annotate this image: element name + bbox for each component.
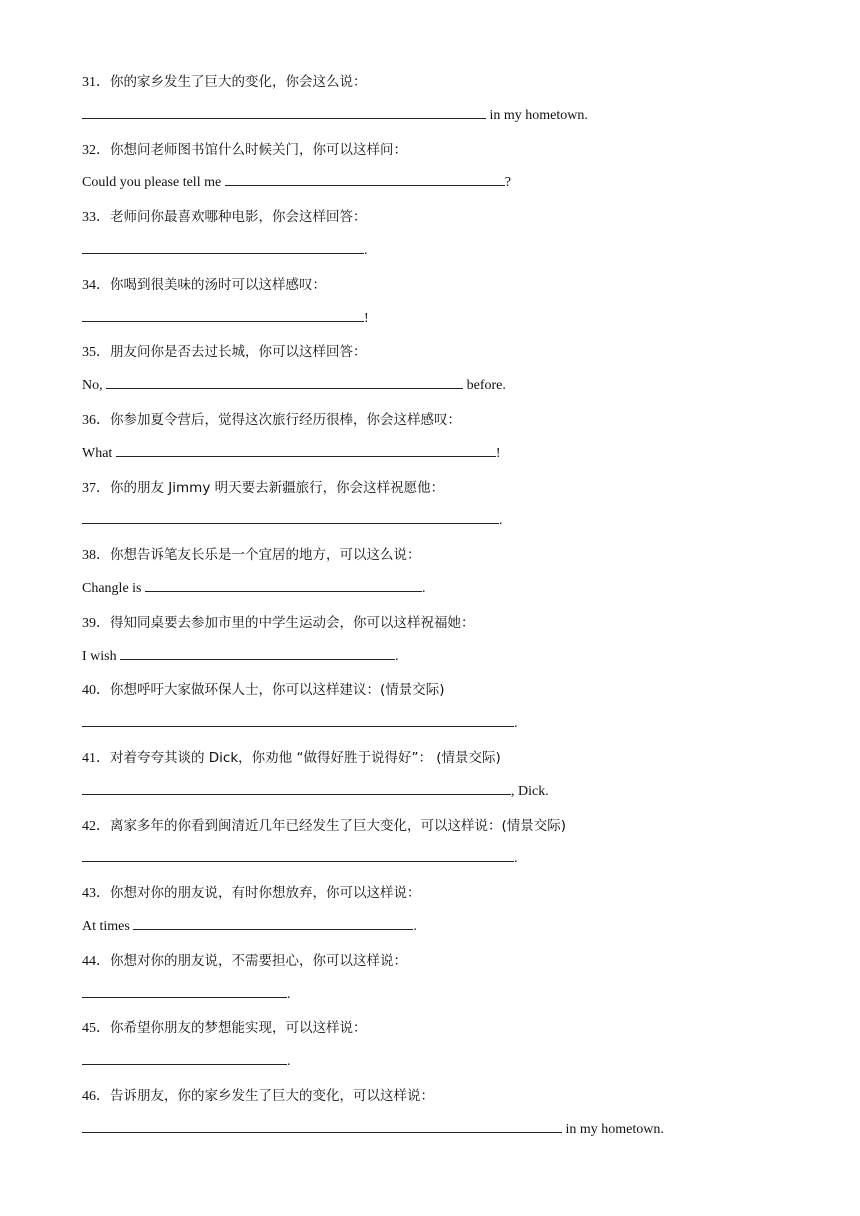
- answer-prefix: Changle is: [82, 580, 145, 596]
- question-36: [82, 407, 782, 475]
- question-prompt: 你喝到很美味的汤时可以这样感叹：: [110, 276, 326, 293]
- question-39: [82, 610, 782, 678]
- question-44: [82, 948, 782, 1016]
- question-list: [82, 69, 782, 1151]
- question-43: [82, 880, 782, 948]
- question-number: 35．: [82, 345, 110, 361]
- question-prompt: 对着夸夸其谈的 Dick，你劝他 “做得好胜于说得好”： (情景交际): [110, 749, 501, 766]
- question-32: [82, 137, 782, 205]
- answer-blank[interactable]: [82, 712, 514, 727]
- question-37: [82, 475, 782, 543]
- answer-blank[interactable]: [82, 104, 486, 119]
- answer-blank[interactable]: [82, 1050, 287, 1065]
- question-number: 43．: [82, 886, 110, 902]
- answer-blank[interactable]: [116, 442, 496, 457]
- answer-suffix: ?: [504, 175, 511, 191]
- question-prompt: 你想问老师图书馆什么时候关门，你可以这样问：: [110, 141, 407, 158]
- answer-suffix: !: [364, 310, 369, 326]
- question-prompt: 离家多年的你看到闽清近几年已经发生了巨大变化，可以这样说：(情景交际): [110, 817, 567, 834]
- question-prompt: 你想对你的朋友说，有时你想放弃，你可以这样说：: [110, 885, 421, 902]
- answer-suffix: .: [514, 851, 518, 867]
- answer-suffix: before.: [463, 378, 506, 394]
- answer-suffix: .: [287, 986, 291, 1002]
- answer-suffix: in my hometown.: [562, 1121, 664, 1137]
- question-31: [82, 69, 782, 137]
- question-prompt: 你想告诉笔友长乐是一个宜居的地方，可以这么说：: [110, 547, 421, 564]
- question-38: [82, 542, 782, 610]
- answer-prefix: Could you please tell me: [82, 175, 225, 191]
- question-40: [82, 677, 782, 745]
- answer-blank[interactable]: [82, 239, 364, 254]
- answer-blank[interactable]: [106, 374, 463, 389]
- answer-suffix: .: [422, 580, 426, 596]
- question-33: [82, 204, 782, 272]
- answer-blank[interactable]: [82, 983, 287, 998]
- answer-prefix: No,: [82, 378, 107, 394]
- answer-prefix: At times: [82, 918, 134, 934]
- question-number: 44．: [82, 953, 110, 969]
- question-number: 31．: [82, 75, 110, 90]
- question-35: [82, 339, 782, 407]
- answer-suffix: in my hometown.: [486, 107, 588, 123]
- answer-blank[interactable]: [145, 577, 422, 592]
- answer-suffix: .: [395, 648, 399, 664]
- answer-prefix: What: [82, 445, 116, 461]
- question-number: 38．: [82, 548, 110, 564]
- question-number: 34．: [82, 277, 110, 293]
- question-number: 41．: [82, 750, 110, 766]
- answer-blank[interactable]: [225, 171, 505, 186]
- question-number: 45．: [82, 1021, 110, 1037]
- answer-blank[interactable]: [82, 509, 499, 524]
- question-41: [82, 745, 782, 813]
- answer-suffix: .: [499, 513, 503, 529]
- question-prompt: 你参加夏令营后，觉得这次旅行经历很棒，你会这样感叹：: [110, 411, 461, 428]
- answer-suffix: , Dick.: [511, 783, 549, 799]
- question-prompt: 你的朋友 Jimmy 明天要去新疆旅行，你会这样祝愿他：: [110, 479, 445, 496]
- question-prompt: 朋友问你是否去过长城，你可以这样回答：: [110, 344, 367, 361]
- answer-blank[interactable]: [120, 645, 395, 660]
- question-42: [82, 813, 782, 881]
- question-prompt: 你想对你的朋友说，不需要担心，你可以这样说：: [110, 952, 407, 969]
- answer-suffix: .: [514, 716, 518, 732]
- question-number: 37．: [82, 480, 110, 496]
- answer-blank[interactable]: [82, 1118, 562, 1133]
- question-number: 42．: [82, 818, 110, 834]
- question-number: 39．: [82, 615, 110, 631]
- question-46: [82, 1083, 782, 1151]
- answer-blank[interactable]: [82, 847, 514, 862]
- question-prompt: 告诉朋友，你的家乡发生了巨大的变化，可以这样说：: [110, 1087, 434, 1104]
- answer-suffix: .: [364, 242, 368, 258]
- answer-blank[interactable]: [133, 915, 413, 930]
- question-number: 36．: [82, 412, 110, 428]
- answer-blank[interactable]: [82, 780, 511, 795]
- answer-blank[interactable]: [82, 307, 364, 322]
- question-number: 40．: [82, 683, 110, 699]
- question-prompt: 得知同桌要去参加市里的中学生运动会，你可以这样祝福她：: [110, 614, 475, 631]
- question-34: [82, 272, 782, 340]
- answer-suffix: !: [495, 445, 501, 461]
- question-45: [82, 1015, 782, 1083]
- answer-suffix: .: [413, 918, 417, 934]
- question-prompt: 你的家乡发生了巨大的变化，你会这么说：: [110, 74, 367, 90]
- question-prompt: 老师问你最喜欢哪种电影，你会这样回答：: [110, 209, 367, 226]
- answer-suffix: .: [287, 1054, 291, 1070]
- question-prompt: 你希望你朋友的梦想能实现，可以这样说：: [110, 1020, 367, 1037]
- question-prompt: 你想呼吁大家做环保人士，你可以这样建议：(情景交际): [110, 682, 445, 699]
- question-number: 32．: [82, 142, 110, 158]
- question-number: 33．: [82, 210, 110, 226]
- answer-prefix: I wish: [82, 648, 121, 664]
- question-number: 46．: [82, 1088, 110, 1104]
